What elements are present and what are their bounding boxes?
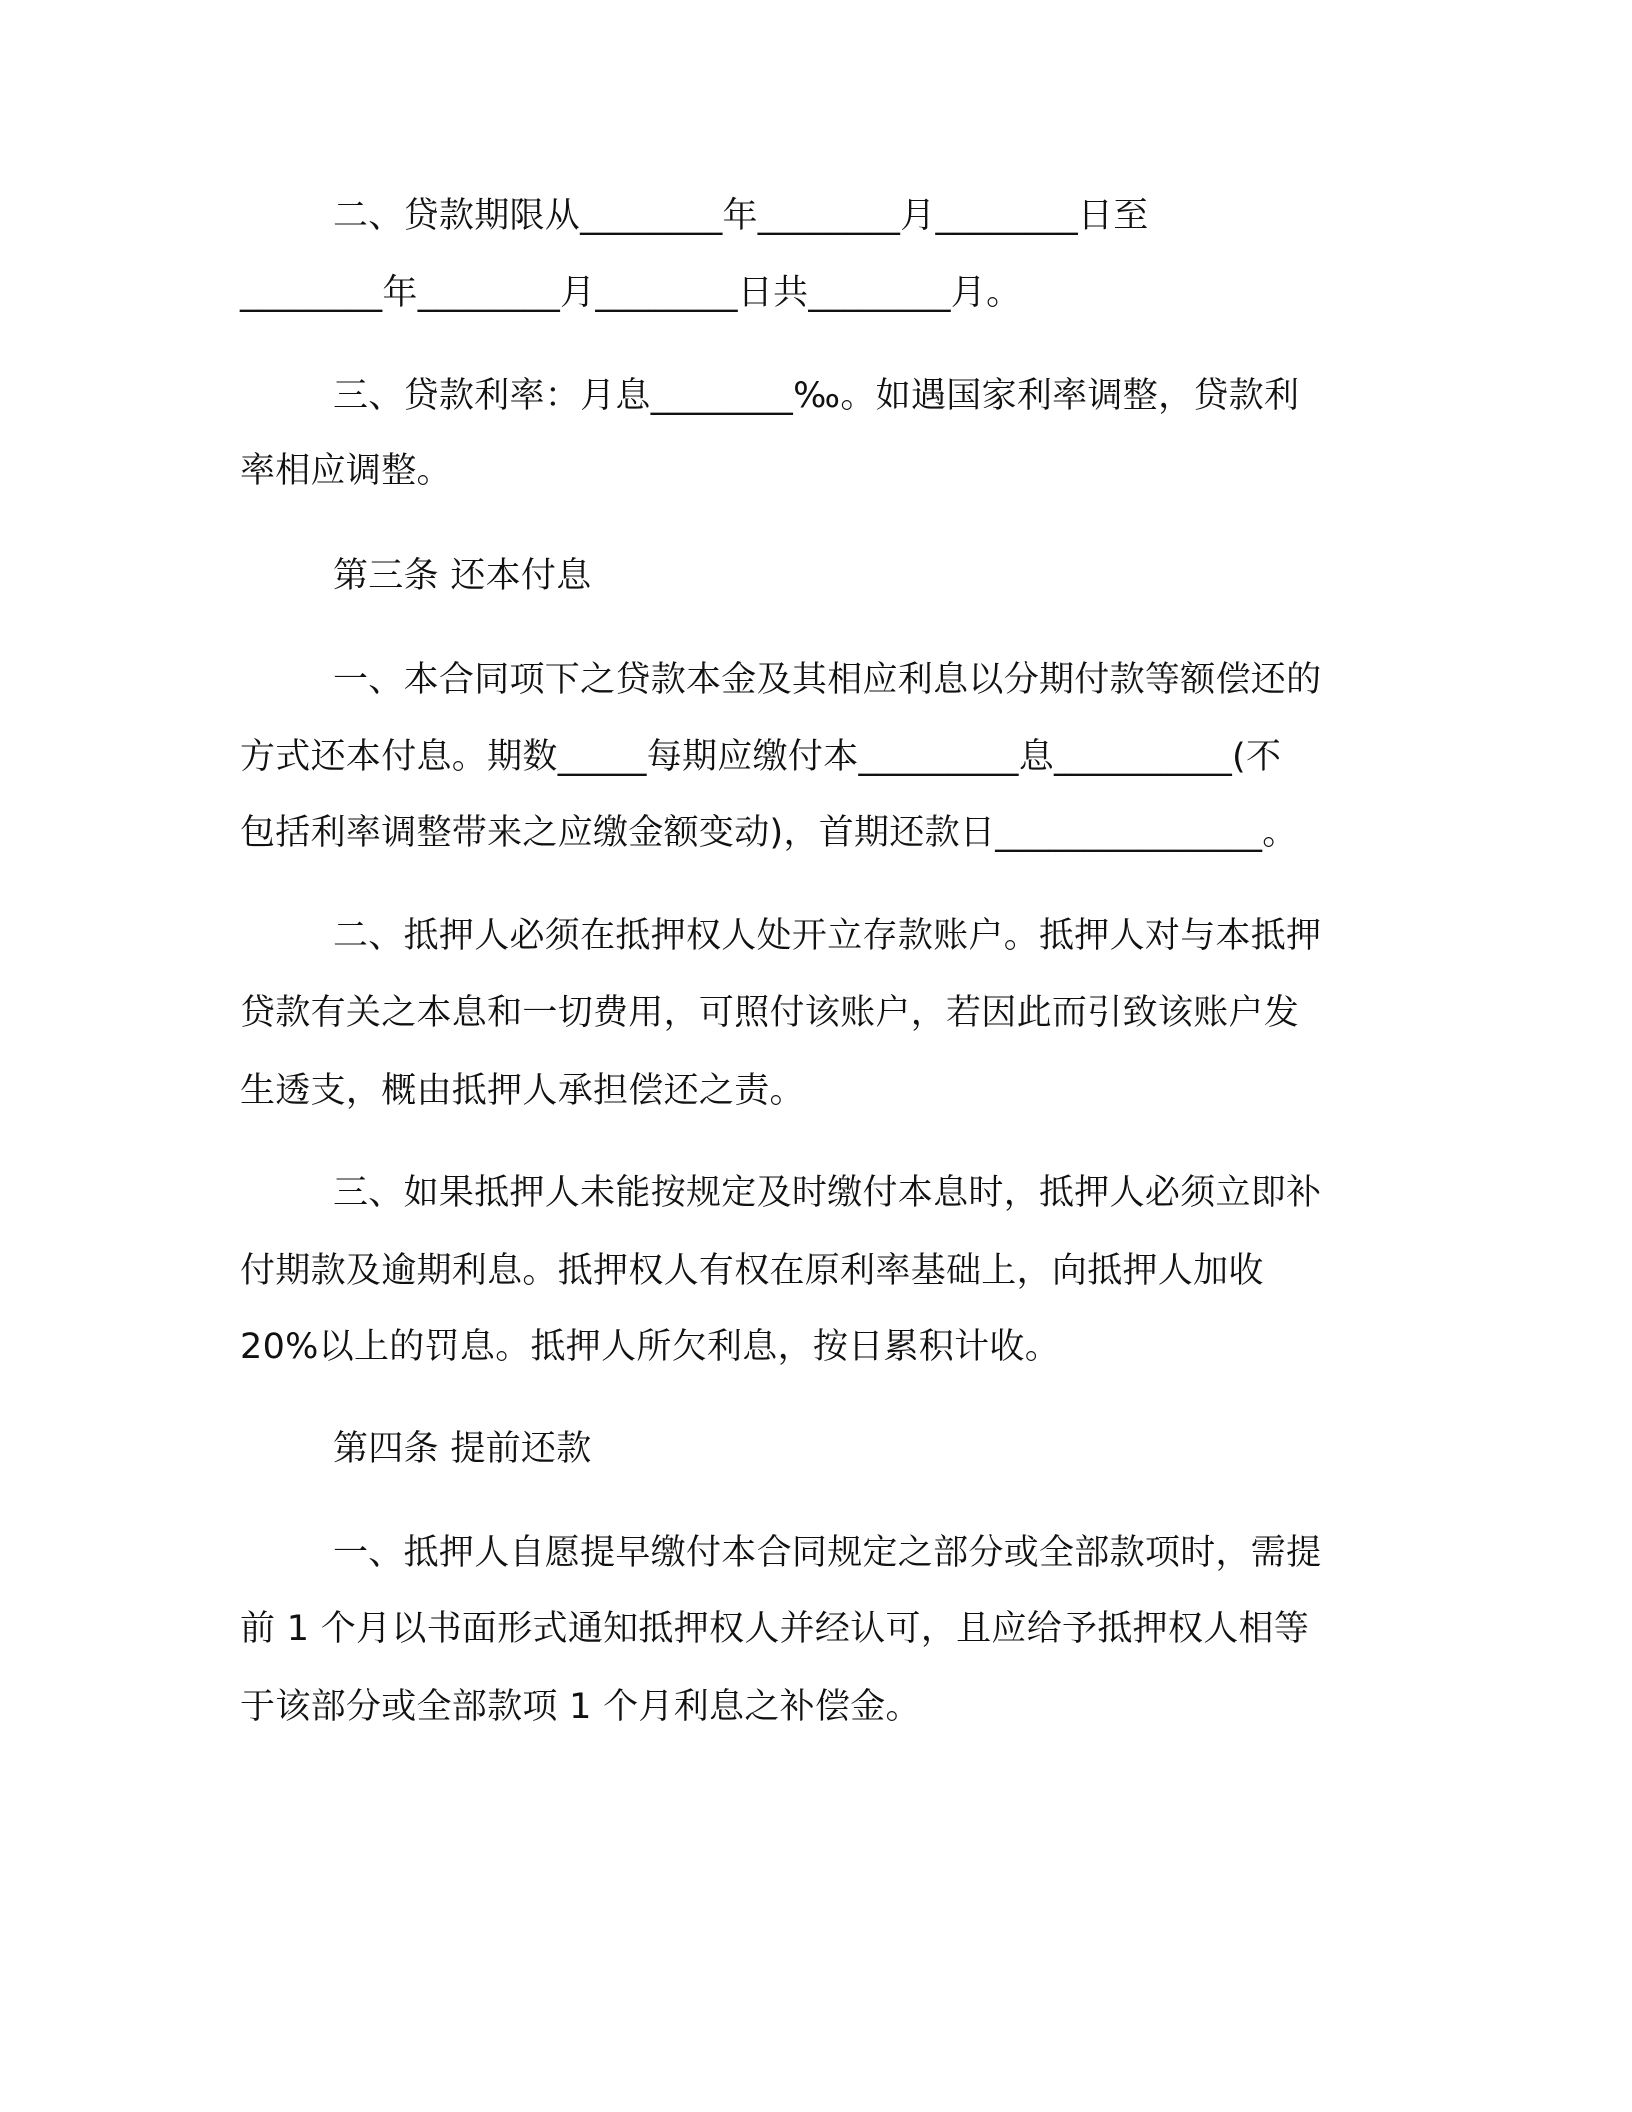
repayment-clause-2-line-2: 贷款有关之本息和一切费用，可照付该账户，若因此而引致该账户发: [240, 993, 1300, 1033]
repayment-clause-3-line-3: 20%以上的罚息。抵押人所欠利息，按日累积计收。: [240, 1327, 1060, 1367]
article-4-heading: 第四条 提前还款: [333, 1429, 592, 1469]
repayment-clause-1-line-1: 一、本合同项下之贷款本金及其相应利息以分期付款等额偿还的: [333, 660, 1322, 700]
repayment-clause-3-line-1: 三、如果抵押人未能按规定及时缴付本息时，抵押人必须立即补: [333, 1173, 1322, 1213]
loan-term-line-1: 二、贷款期限从________年________月________日至: [333, 196, 1149, 236]
prepayment-clause-1-line-1: 一、抵押人自愿提早缴付本合同规定之部分或全部款项时，需提: [333, 1533, 1322, 1573]
prepayment-clause-1-line-2: 前 1 个月以书面形式通知抵押权人并经认可，且应给予抵押权人相等: [240, 1609, 1310, 1649]
repayment-clause-1-line-2: 方式还本付息。期数_____每期应缴付本_________息__________(不: [240, 737, 1282, 777]
repayment-clause-1-line-3: 包括利率调整带来之应缴金额变动)，首期还款日_______________。: [240, 813, 1298, 853]
repayment-clause-2-line-1: 二、抵押人必须在抵押权人处开立存款账户。抵押人对与本抵押: [333, 916, 1322, 956]
repayment-clause-3-line-2: 付期款及逾期利息。抵押权人有权在原利率基础上，向抵押人加收: [240, 1251, 1264, 1291]
interest-rate-line-1: 三、贷款利率：月息________‰。如遇国家利率调整，贷款利: [333, 376, 1300, 416]
article-3-heading: 第三条 还本付息: [333, 556, 592, 596]
repayment-clause-2-line-3: 生透支，概由抵押人承担偿还之责。: [240, 1071, 805, 1111]
prepayment-clause-1-line-3: 于该部分或全部款项 1 个月利息之补偿金。: [240, 1687, 921, 1727]
loan-term-line-2: ________年________月________日共________月。: [240, 273, 1022, 313]
interest-rate-line-2: 率相应调整。: [240, 451, 452, 491]
